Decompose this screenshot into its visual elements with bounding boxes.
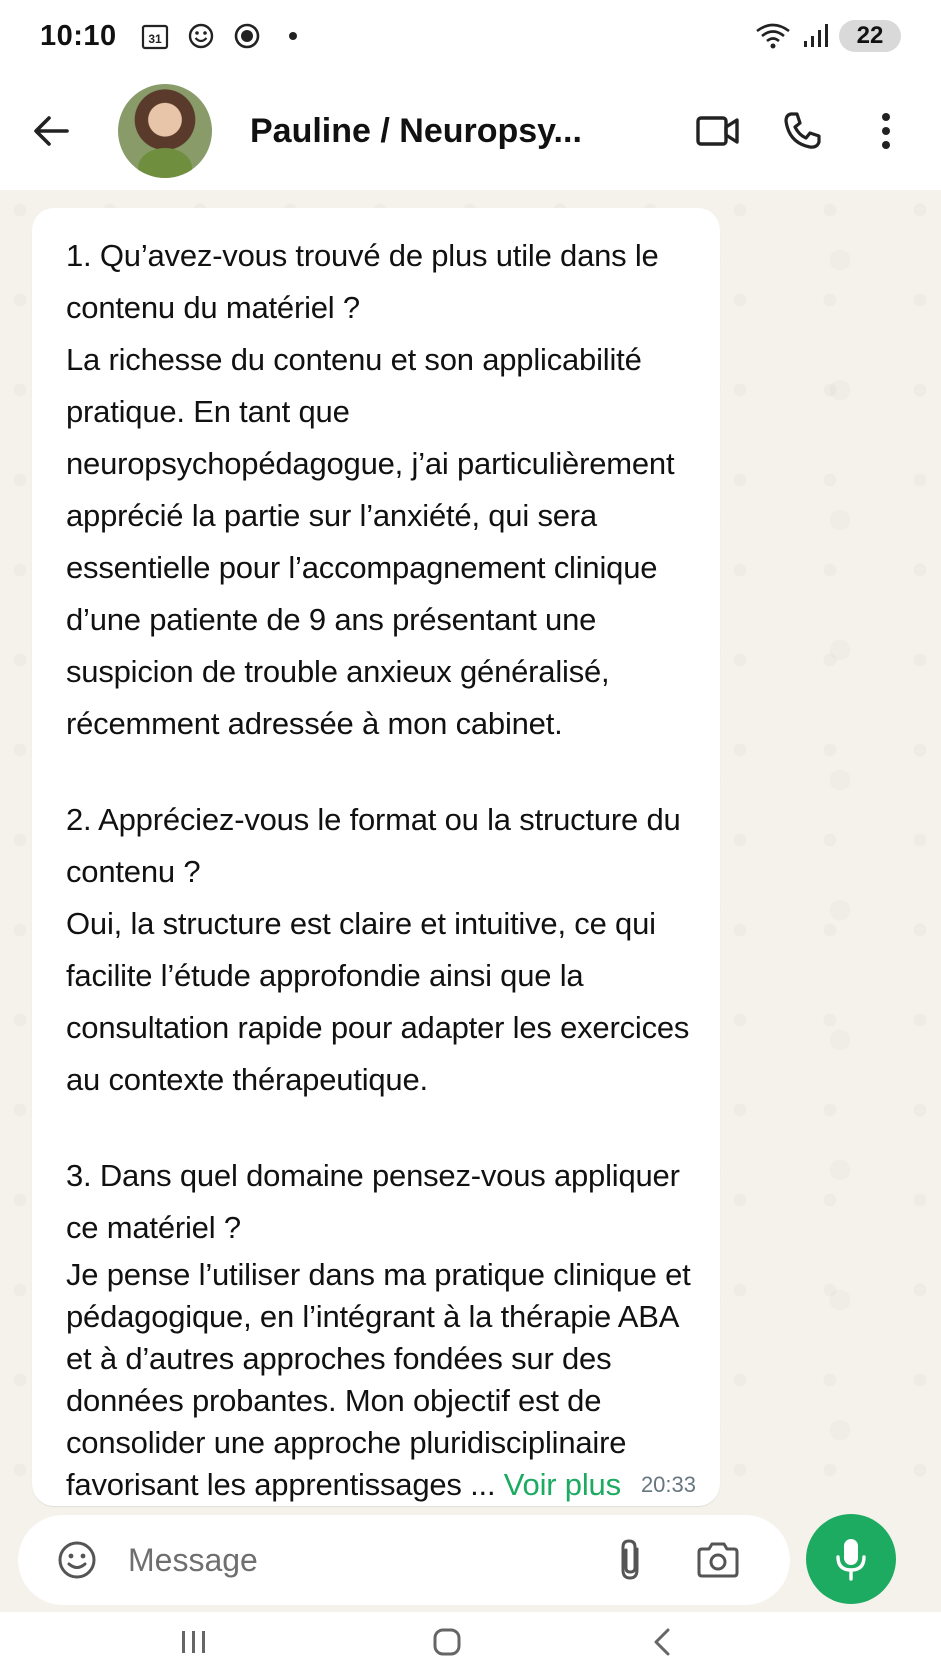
contact-name[interactable]: Pauline / Neuropsy... bbox=[250, 111, 582, 150]
voice-call-icon bbox=[782, 111, 822, 151]
composer-pill bbox=[18, 1515, 790, 1605]
voice-message-button[interactable] bbox=[806, 1514, 896, 1604]
home-button[interactable] bbox=[417, 1618, 477, 1666]
question-2: 2. Appréciez-vous le format ou la structure du contenu ? bbox=[66, 802, 681, 889]
question-3: 3. Dans quel domaine pensez-vous appliquer ce matériel ? bbox=[66, 1158, 680, 1245]
battery-indicator: 22 bbox=[839, 20, 901, 52]
status-bar bbox=[0, 0, 941, 72]
face-icon bbox=[187, 22, 215, 50]
camera-icon bbox=[696, 1541, 740, 1579]
calendar-icon bbox=[141, 22, 169, 50]
voice-call-button[interactable] bbox=[767, 96, 837, 166]
back-arrow-icon bbox=[31, 111, 71, 151]
chat-header bbox=[0, 72, 941, 190]
more-options-button[interactable] bbox=[851, 96, 921, 166]
emoji-button[interactable] bbox=[48, 1531, 106, 1589]
calendar-day: 31 bbox=[147, 32, 162, 46]
message-timestamp: 20:33 bbox=[640, 1472, 696, 1497]
attach-button[interactable] bbox=[602, 1532, 658, 1588]
signal-icon bbox=[801, 22, 829, 50]
emoji-icon bbox=[56, 1539, 98, 1581]
composer-bar bbox=[0, 1512, 941, 1612]
recent-apps-icon bbox=[178, 1628, 210, 1656]
status-time: 10:10 bbox=[40, 19, 117, 52]
message-input[interactable] bbox=[128, 1542, 598, 1579]
header-actions bbox=[683, 96, 941, 166]
paperclip-icon bbox=[615, 1537, 645, 1583]
answer-3-text: Je pense l’utiliser dans ma pratique clinique et pédagogique, en l’intégrant à la thérapie ABA et à d’autres approches fondées sur des données probantes. Mon objectif est de consolider une approche pluridisciplinaire favorisant les apprentissages ... bbox=[66, 1257, 691, 1502]
back-button[interactable] bbox=[22, 102, 80, 160]
status-icons-right bbox=[755, 20, 901, 52]
more-options-icon bbox=[879, 111, 893, 151]
contact-avatar[interactable] bbox=[118, 84, 212, 178]
home-icon bbox=[431, 1626, 463, 1658]
recent-apps-button[interactable] bbox=[164, 1618, 224, 1666]
system-nav-bar bbox=[0, 1612, 941, 1672]
answer-3 bbox=[66, 1254, 694, 1506]
status-icons-left bbox=[141, 22, 307, 50]
answer-1: La richesse du contenu et son applicabilité pratique. En tant que neuropsychopédagogue, j’ai particulièrement apprécié la partie sur l’anxiété, qui sera essentielle pour l’accompagnement clinique d’une patiente de 9 ans présentant une suspicion de trouble anxieux généralisé, récemment adressée à mon cabinet. bbox=[66, 342, 675, 741]
video-call-button[interactable] bbox=[683, 96, 753, 166]
question-1: 1. Qu’avez-vous trouvé de plus utile dans le contenu du matériel ? bbox=[66, 238, 659, 325]
nav-back-icon bbox=[650, 1626, 674, 1658]
read-more-link[interactable]: Voir plus bbox=[503, 1467, 621, 1502]
system-back-button[interactable] bbox=[632, 1618, 692, 1666]
wifi-icon bbox=[755, 22, 791, 50]
message-bubble[interactable] bbox=[32, 208, 720, 1506]
record-icon bbox=[233, 22, 261, 50]
camera-button[interactable] bbox=[688, 1530, 748, 1590]
dot-icon bbox=[279, 22, 307, 50]
chat-area[interactable] bbox=[0, 190, 941, 1512]
message-text bbox=[66, 230, 694, 1506]
video-call-icon bbox=[696, 114, 740, 148]
answer-2: Oui, la structure est claire et intuitive, ce qui facilite l’étude approfondie ainsi que la consultation rapide pour adapter les exercices au contexte thérapeutique. bbox=[66, 906, 690, 1097]
microphone-icon bbox=[833, 1537, 869, 1581]
